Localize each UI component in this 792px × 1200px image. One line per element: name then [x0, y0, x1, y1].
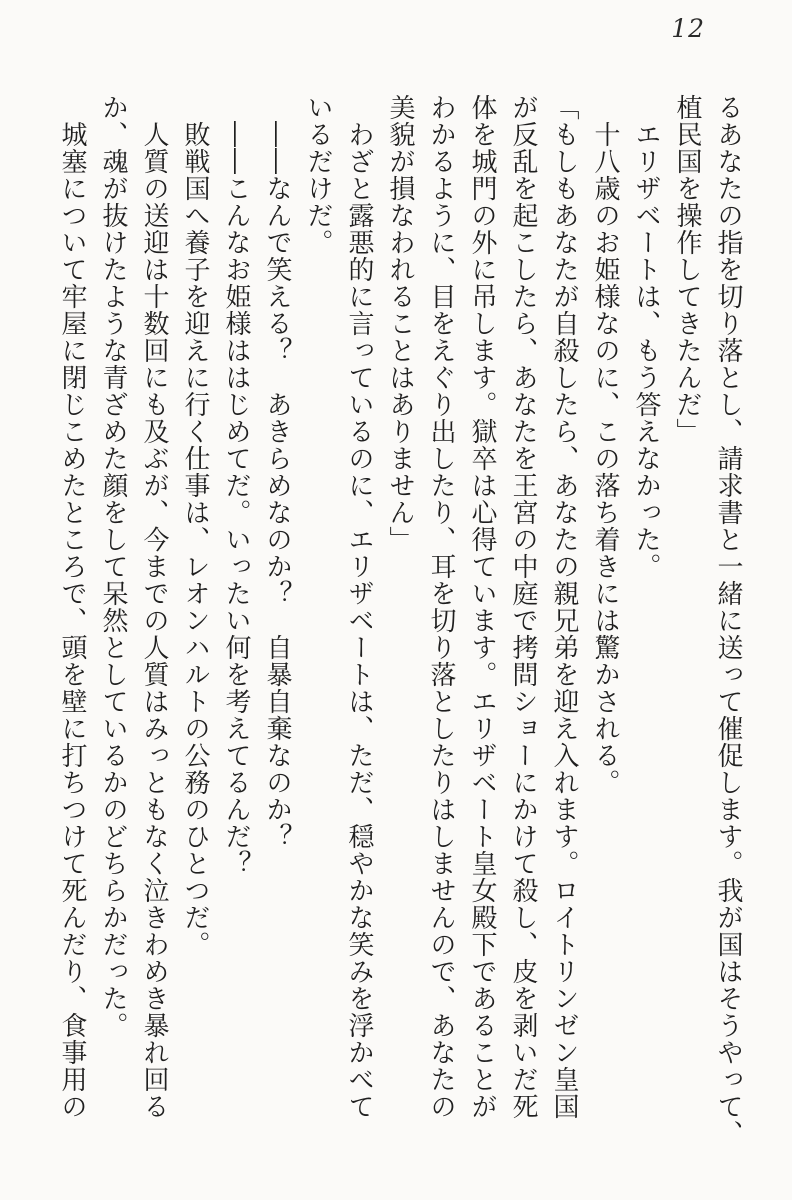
text-line: 体を城門の外に吊します。獄卒は心得ています。エリザベート皇女殿下であることが — [467, 94, 497, 1120]
text-line: 城塞について牢屋に閉じこめたところで、頭を壁に打ちつけて死んだり、食事用の — [57, 94, 87, 1120]
text-line: ――なんで笑える？ あきらめなのか？ 自暴自棄なのか？ — [262, 94, 292, 850]
text-line: 十八歳のお姫様なのに、この落ち着きには驚かされる。 — [590, 94, 620, 796]
text-line: が反乱を起こしたら、あなたを王宮の中庭で拷問ショーにかけて殺し、皮を剥いだ死 — [508, 94, 538, 1120]
text-line: 人質の送迎は十数回にも及ぶが、今までの人質はみっともなく泣きわめき暴れ回る — [139, 94, 169, 1120]
text-line: 美貌が損なわれることはありません」 — [385, 94, 415, 553]
text-block — [51, 94, 748, 1154]
text-line: エリザベートは、もう答えなかった。 — [631, 94, 661, 580]
text-line: か、魂が抜けたような青ざめた顔をして呆然としているかのどちらかだった。 — [98, 94, 128, 1039]
text-line: 植民国を操作してきたんだ」 — [672, 94, 702, 445]
text-line: わざと露悪的に言っているのに、エリザベートは、ただ、穏やかな笑みを浮かべて — [344, 94, 374, 1120]
text-line: いるだけだ。 — [303, 94, 333, 256]
text-line: わかるように、目をえぐり出したり、耳を切り落としたりはしませんので、あなたの — [426, 94, 456, 1120]
text-line: 敗戦国へ養子を迎えに行く仕事は、レオンハルトの公務のひとつだ。 — [180, 94, 210, 958]
text-line: 「もしもあなたが自殺したら、あなたの親兄弟を迎え入れます。ロイトリンゼン皇国 — [549, 94, 579, 1120]
text-line: るあなたの指を切り落とし、請求書と一緒に送って催促します。我が国はそうやって、 — [713, 94, 743, 1147]
page-number: 12 — [671, 14, 705, 43]
text-line: ――こんなお姫様ははじめてだ。いったい何を考えてるんだ？ — [221, 94, 251, 877]
